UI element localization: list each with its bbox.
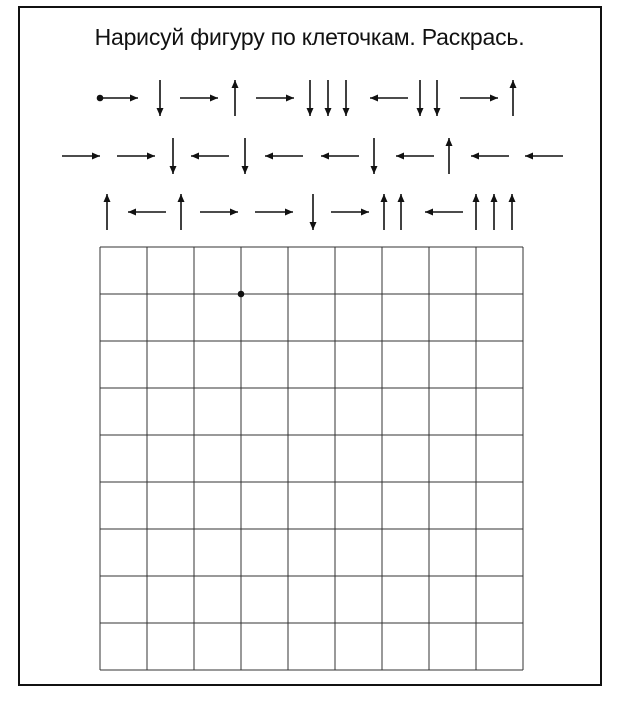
arrow-down-icon — [242, 138, 249, 174]
arrow-left-icon — [191, 153, 229, 160]
arrow-left-icon — [321, 153, 359, 160]
arrow-left-icon — [265, 153, 303, 160]
arrow-down-icon — [343, 80, 350, 116]
grid-start-dot-icon — [238, 291, 245, 298]
arrow-up-icon — [398, 194, 405, 230]
arrow-left-icon — [370, 95, 408, 102]
arrow-right-icon — [117, 153, 155, 160]
arrow-right-icon — [256, 95, 294, 102]
arrow-up-icon — [104, 194, 111, 230]
arrow-down-icon — [325, 80, 332, 116]
arrow-instructions — [62, 80, 563, 230]
arrow-up-icon — [509, 194, 516, 230]
arrow-up-icon — [446, 138, 453, 174]
arrow-up-icon — [510, 80, 517, 116]
arrow-left-icon — [525, 153, 563, 160]
arrow-left-icon — [471, 153, 509, 160]
arrow-down-icon — [307, 80, 314, 116]
arrow-left-icon — [425, 209, 463, 216]
arrow-up-icon — [232, 80, 239, 116]
arrow-down-icon — [310, 194, 317, 230]
arrow-down-icon — [417, 80, 424, 116]
arrow-left-icon — [396, 153, 434, 160]
arrow-down-icon — [371, 138, 378, 174]
arrow-left-icon — [128, 209, 166, 216]
arrow-down-icon — [434, 80, 441, 116]
arrow-right-icon — [100, 95, 138, 102]
arrow-right-icon — [200, 209, 238, 216]
arrow-right-icon — [331, 209, 369, 216]
arrow-down-icon — [170, 138, 177, 174]
arrow-right-icon — [460, 95, 498, 102]
drawing-grid — [100, 247, 523, 670]
arrow-right-icon — [180, 95, 218, 102]
arrow-up-icon — [473, 194, 480, 230]
arrow-down-icon — [157, 80, 164, 116]
arrow-up-icon — [491, 194, 498, 230]
instruction-title: Нарисуй фигуру по клеточкам. Раскрась. — [94, 24, 525, 50]
arrow-right-icon — [62, 153, 100, 160]
arrow-up-icon — [381, 194, 388, 230]
arrow-right-icon — [255, 209, 293, 216]
arrow-up-icon — [178, 194, 185, 230]
start-dot-icon — [97, 95, 104, 102]
